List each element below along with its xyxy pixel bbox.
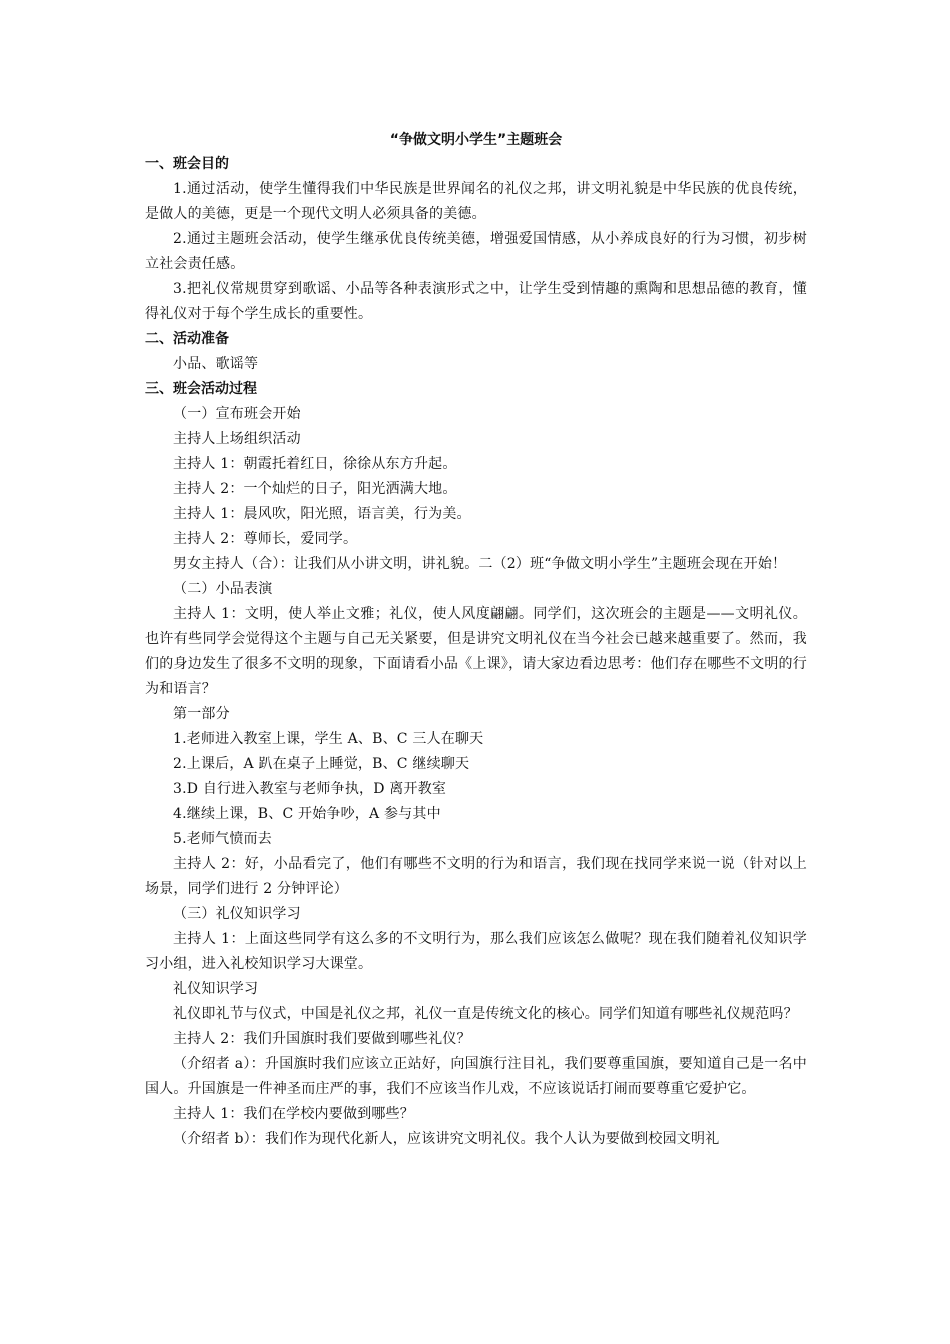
paragraph: 礼仪即礼节与仪式，中国是礼仪之邦，礼仪一直是传统文化的核心。同学们知道有哪些礼仪规范吗？ bbox=[173, 1006, 798, 1022]
paragraph: 主持人 2：好，小品看完了，他们有哪些不文明的行为和语言，我们现在找同学来说一说（针对以上场景，同学们进行 2 分钟评论） bbox=[145, 856, 807, 897]
section-heading: 三、班会活动过程 bbox=[145, 381, 257, 397]
paragraph: 1.通过活动，使学生懂得我们中华民族是世界闻名的礼仪之邦，讲文明礼貌是中华民族的优良传统，是做人的美德，更是一个现代文明人必须具备的美德。 bbox=[145, 181, 807, 222]
paragraph: （二）小品表演 bbox=[173, 581, 273, 597]
paragraph: 1.老师进入教室上课，学生 A、B、C 三人在聊天 bbox=[173, 731, 484, 747]
section-purpose bbox=[145, 152, 807, 327]
paragraph: 主持人 2：我们升国旗时我们要做到哪些礼仪？ bbox=[173, 1031, 471, 1047]
paragraph: 小品、歌谣等 bbox=[173, 356, 259, 372]
paragraph: 礼仪知识学习 bbox=[173, 981, 259, 997]
paragraph: 第一部分 bbox=[173, 706, 230, 722]
paragraph: 主持人 1：朝霞托着红日，徐徐从东方升起。 bbox=[173, 456, 457, 472]
document-title: “争做文明小学生”主题班会 bbox=[389, 132, 563, 148]
paragraph: 主持人上场组织活动 bbox=[173, 431, 301, 447]
paragraph: 主持人 1：文明，使人举止文雅；礼仪，使人风度翩翩。同学们，这次班会的主题是——文明礼仪。也许有些同学会觉得这个主题与自己无关紧要，但是讲究文明礼仪在当今社会已越来越重要了。然而，我们的身边发生了很多不文明的现象，下面请看小品《上课》，请大家边看边思考：他们存在哪些不文明的行为和语言？ bbox=[145, 606, 807, 697]
paragraph: 男女主持人（合）：让我们从小讲文明，讲礼貌。二（2）班“争做文明小学生”主题班会现在开始！ bbox=[173, 556, 787, 572]
paragraph: 4.继续上课，B、C 开始争吵，A 参与其中 bbox=[173, 806, 441, 822]
paragraph: 主持人 1：我们在学校内要做到哪些？ bbox=[173, 1106, 414, 1122]
paragraph: 主持人 1：晨风吹，阳光照，语言美，行为美。 bbox=[173, 506, 471, 522]
paragraph: 2.上课后，A 趴在桌子上睡觉，B、C 继续聊天 bbox=[173, 756, 470, 772]
paragraph: （一）宣布班会开始 bbox=[173, 406, 301, 422]
paragraph: 3.D 自行进入教室与老师争执，D 离开教室 bbox=[173, 781, 447, 797]
paragraph: 主持人 2：尊师长，爱同学。 bbox=[173, 531, 358, 547]
document-body bbox=[145, 128, 807, 1152]
section-heading: 一、班会目的 bbox=[145, 156, 229, 172]
paragraph: 5.老师气愤而去 bbox=[173, 831, 272, 847]
section-heading: 二、活动准备 bbox=[145, 331, 229, 347]
paragraph: （三）礼仪知识学习 bbox=[173, 906, 301, 922]
section-preparation bbox=[145, 327, 807, 377]
paragraph: （介绍者 a）：升国旗时我们应该立正站好，向国旗行注目礼，我们要尊重国旗，要知道自己是一名中国人。升国旗是一件神圣而庄严的事，我们不应该当作儿戏，不应该说话打闹而要尊重它爱护它。 bbox=[145, 1056, 807, 1097]
paragraph: （介绍者 b）：我们作为现代化新人，应该讲究文明礼仪。我个人认为要做到校园文明礼 bbox=[173, 1131, 720, 1147]
paragraph: 主持人 2：一个灿烂的日子，阳光洒满大地。 bbox=[173, 481, 457, 497]
section-process bbox=[145, 377, 807, 1152]
paragraph: 2.通过主题班会活动，使学生继承优良传统美德，增强爱国情感，从小养成良好的行为习惯，初步树立社会责任感。 bbox=[145, 231, 807, 272]
paragraph: 主持人 1：上面这些同学有这么多的不文明行为，那么我们应该怎么做呢？现在我们随着礼仪知识学习小组，进入礼校知识学习大课堂。 bbox=[145, 931, 807, 972]
paragraph: 3.把礼仪常规贯穿到歌谣、小品等各种表演形式之中，让学生受到情趣的熏陶和思想品德的教育，懂得礼仪对于每个学生成长的重要性。 bbox=[145, 281, 807, 322]
